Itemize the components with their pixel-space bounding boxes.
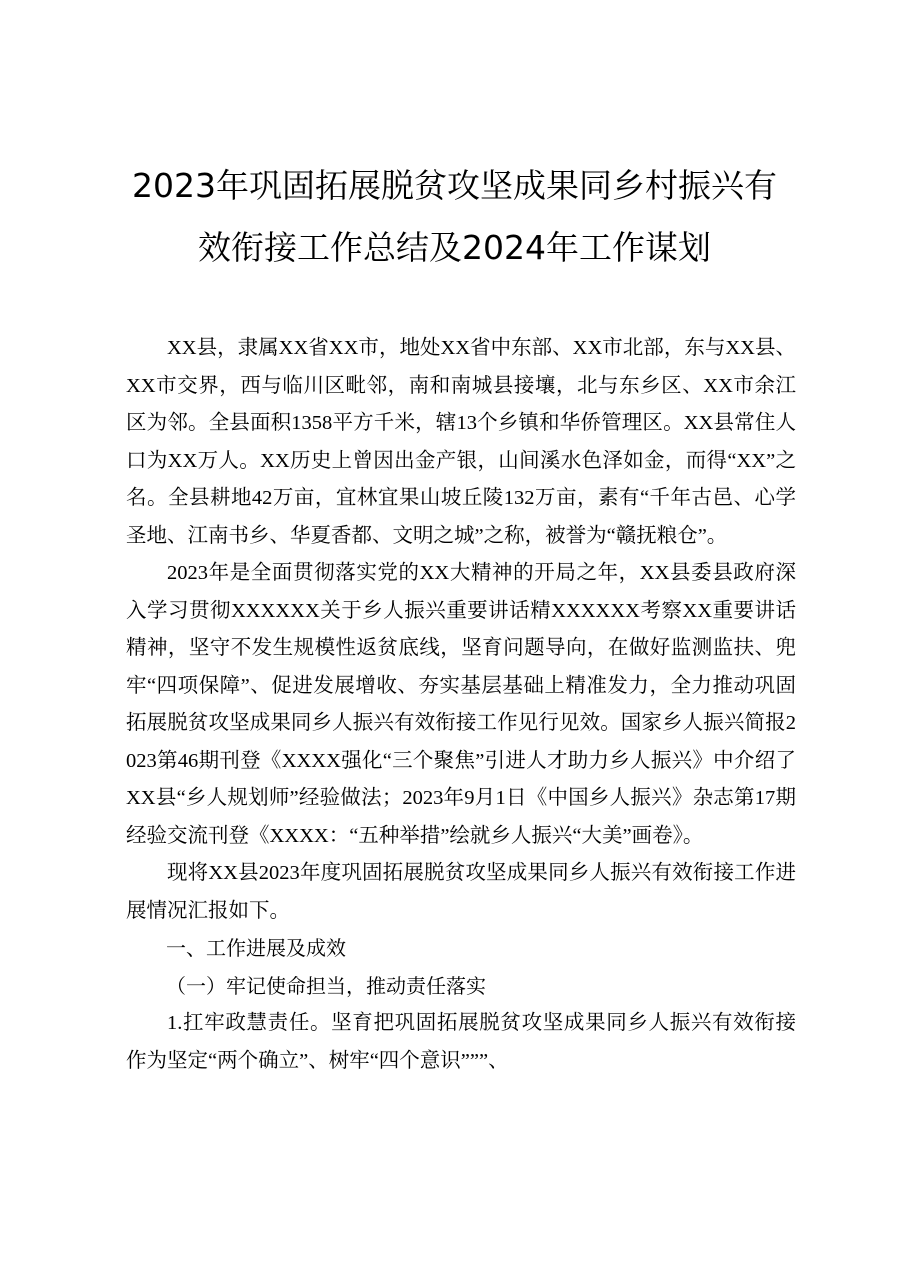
paragraph-responsibility: 1.扛牢政慧责任。坚育把巩固拓展脱贫攻坚成果同乡人振兴有效衔接作为坚定“两个确立”、树牢“四个意识”””、 <box>126 1012 796 1072</box>
paragraph-report-intro: 现将XX县2023年度巩固拓展脱贫攻坚成果同乡人振兴有效衔接工作进展情况汇报如下。 <box>126 862 796 922</box>
paragraph-overview: XX县，隶属XX省XX市，地处XX省中东部、XX市北部，东与XX县、XX市交界，西与临川区毗邻，南和南城县接壤，北与东乡区、XX市余江区为邻。全县面积1358平方千米，辖13个乡镇和华侨管理区。XX县常住人口为XX万人。XX历史上曾因出金产银，山间溪水色泽如金，而得“XX”之名。全县耕地42万亩，宜林宜果山坡丘陵132万亩，素有“千年古邑、心学圣地、江南书乡、华夏香都、文明之城”之称，被誉为“赣抚粮仓”。 <box>126 337 796 547</box>
subsection-heading: （一）牢记使命担当，推动责任落实 <box>166 973 486 998</box>
section-heading: 一、工作进展及成效 <box>166 936 346 960</box>
document-title-line-1: 2023年巩固拓展脱贫攻坚成果同乡村振兴有 <box>132 166 777 205</box>
document-title-line-2: 效衔接工作总结及2024年工作谋划 <box>198 228 711 267</box>
document-body <box>126 330 796 1080</box>
paragraph-2023-summary: 2023年是全面贯彻落实党的XX大精神的开局之年，XX县委县政府深入学习贯彻XXXXXX关于乡人振兴重要讲话精XXXXXX考察XX重要讲话精神，坚守不发生规模性返贫底线，坚育问题导向，在做好监测监扶、兜牢“四项保障”、促进发展增收、夯实基层基础上精准发力，全力推动巩固拓展脱贫攻坚成果同乡人振兴有效衔接工作见行见效。国家乡人振兴简报2023第46期刊登《XXXX强化“三个聚焦”引进人才助力乡人振兴》中介绍了XX县“乡人规划师”经验做法；2023年9月1日《中国乡人振兴》杂志第17期经验交流刊登《XXXX：“五种举措”绘就乡人振兴“大美”画卷》。 <box>126 562 796 847</box>
